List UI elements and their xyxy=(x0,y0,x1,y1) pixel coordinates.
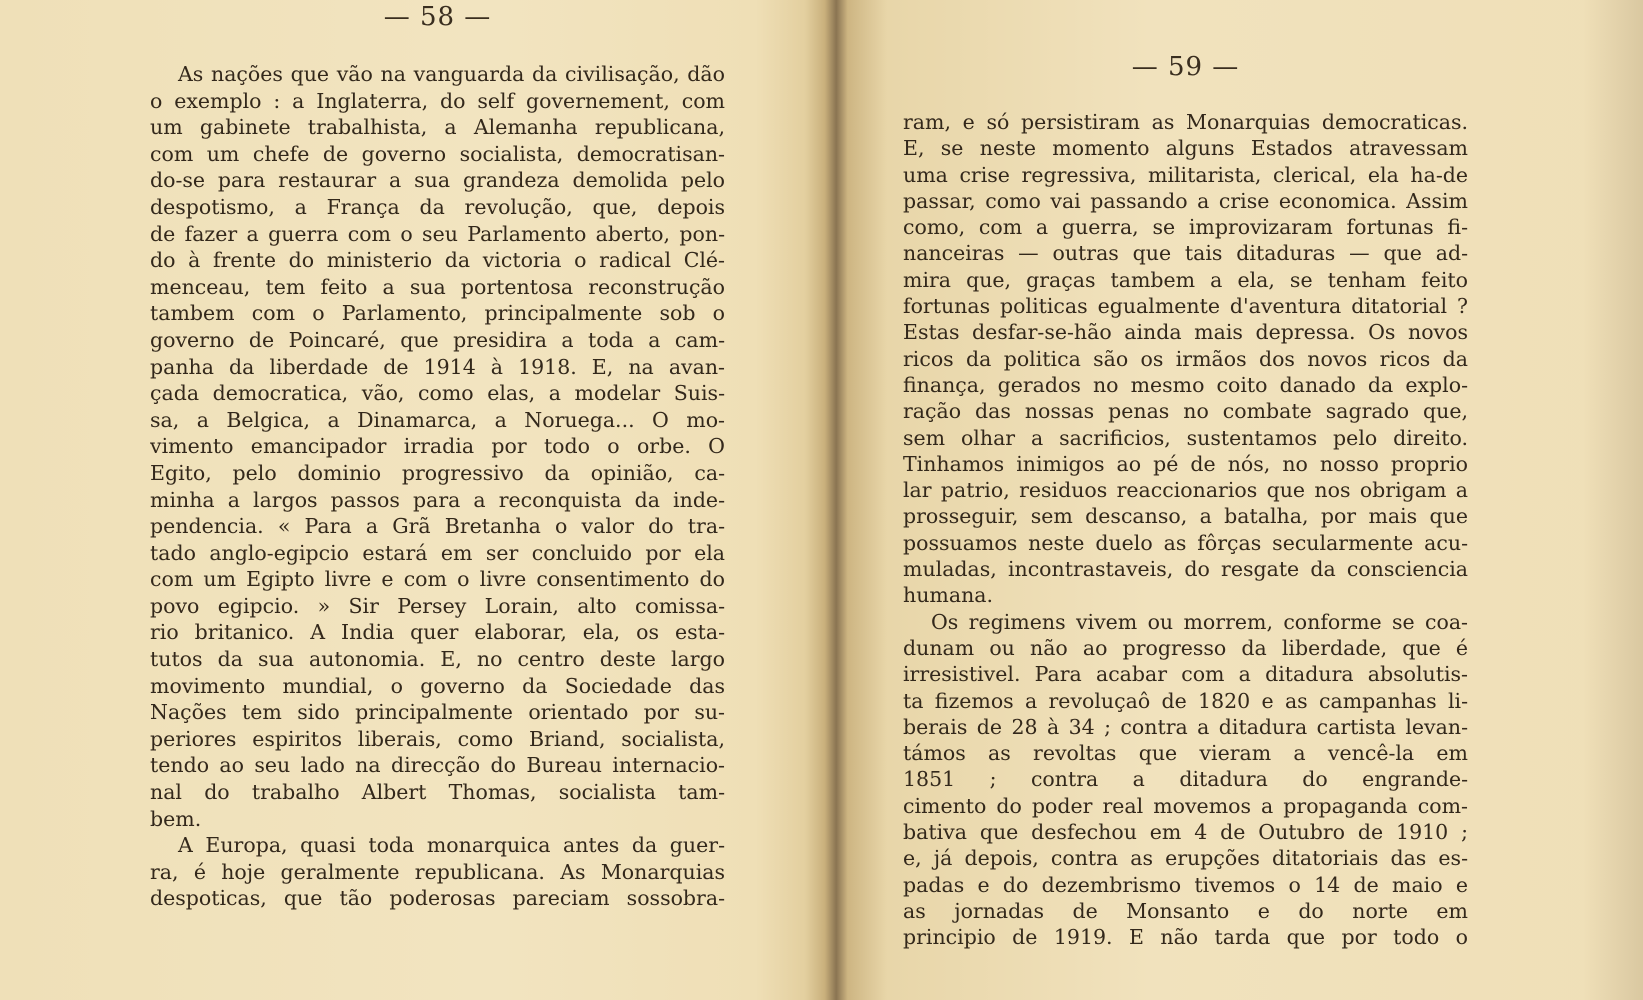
text-line: despoticas, que tão poderosas pareciam sossobra- xyxy=(150,886,725,911)
page-number-59: — 59 — xyxy=(1131,52,1240,82)
text-line: E, se neste momento alguns Estados atravessam xyxy=(903,136,1468,161)
text-line: do-se para restaurar a sua grandeza demolida pelo xyxy=(150,168,725,193)
text-line: sa, a Belgica, a Dinamarca, a Noruega... O mo- xyxy=(150,407,725,432)
text-line: berais de 28 à 34 ; contra a ditadura cartista levan- xyxy=(903,714,1468,739)
text-line: uma crise regressiva, militarista, clerical, ela ha-de xyxy=(903,162,1468,187)
text-line: governo de Poincaré, que presidira a toda a cam- xyxy=(150,327,725,352)
text-line: As nações que vão na vanguarda da civilisação, dão xyxy=(178,62,725,86)
text-line: minha a largos passos para a reconquista da inde- xyxy=(150,487,725,512)
text-line: lar patrio, residuos reaccionarios que nos obrigam a xyxy=(903,478,1468,503)
text-line: povo egipcio. » Sir Persey Lorain, alto comissa- xyxy=(150,593,725,618)
text-line: e, já depois, contra as erupções ditatoriais das es- xyxy=(903,846,1468,871)
left-page xyxy=(150,0,725,1000)
right-page-text xyxy=(903,109,1468,951)
text-line: Estas desfar-se-hão ainda mais depressa. Os novos xyxy=(903,320,1468,345)
text-line: A Europa, quasi toda monarquica antes da guer- xyxy=(178,833,725,858)
text-line: passar, como vai passando a crise economica. Assim xyxy=(903,188,1468,213)
text-line: tendo ao seu lado na direcção do Bureau internacio- xyxy=(150,753,725,778)
text-line: Tinhamos inimigos ao pé de nós, no nosso proprio xyxy=(903,451,1468,476)
text-line: Nações tem sido principalmente orientado por su- xyxy=(150,700,725,725)
text-line: vimento emancipador irradia por todo o orbe. O xyxy=(150,434,725,459)
text-line: humana. xyxy=(903,583,994,608)
text-line: o exemplo : a Inglaterra, do self governement, com xyxy=(150,88,725,113)
text-line: tambem com o Parlamento, principalmente sob o xyxy=(150,301,725,326)
text-line: Os regimens vivem ou morrem, conforme se coa- xyxy=(931,609,1468,634)
text-line: do à frente do ministerio da victoria o radical Clé- xyxy=(150,248,725,273)
text-line: 1851 ; contra a ditadura do engrande- xyxy=(903,767,1468,792)
text-line: ricos da politica são os irmãos dos novos ricos da xyxy=(903,346,1468,371)
text-line: com um Egipto livre e com o livre consentimento do xyxy=(150,567,725,592)
text-line: ra, é hoje geralmente republicana. As Monarquias xyxy=(150,859,725,884)
text-line: prosseguir, sem descanso, a batalha, por mais que xyxy=(903,504,1468,529)
text-line: bativa que desfechou em 4 de Outubro de 1910 ; xyxy=(903,820,1468,845)
text-line: muladas, incontrastaveis, do resgate da consciencia xyxy=(903,557,1468,582)
text-line: mira que, graças tambem a ela, se tenham feito xyxy=(903,267,1468,292)
text-line: Egito, pelo dominio progressivo da opinião, ca- xyxy=(150,460,725,485)
text-line: principio de 1919. E não tarda que por todo o xyxy=(903,925,1468,950)
text-line: pendencia. « Para a Grã Bretanha o valor do tra- xyxy=(150,514,725,539)
page-number-58: — 58 — xyxy=(383,2,492,32)
text-line: dunam ou não ao progresso da liberdade, que é xyxy=(903,635,1468,660)
text-line: irresistivel. Para acabar com a ditadura absolutis- xyxy=(903,662,1468,687)
text-line: bem. xyxy=(150,806,202,831)
right-page xyxy=(903,0,1468,1000)
text-line: com um chefe de governo socialista, democratisan- xyxy=(150,141,725,166)
text-line: fortunas politicas egualmente d'aventura ditatorial ? xyxy=(903,294,1468,319)
text-line: as jornadas de Monsanto e do norte em xyxy=(903,898,1468,923)
text-line: ração das nossas penas no combate sagrado que, xyxy=(903,399,1468,424)
text-line: finança, gerados no mesmo coito danado da explo- xyxy=(903,372,1468,397)
text-line: rio britanico. A India quer elaborar, ela, os esta- xyxy=(150,620,725,645)
text-line: támos as revoltas que vieram a vencê-la em xyxy=(903,741,1468,766)
text-line: sem olhar a sacrificios, sustentamos pelo direito. xyxy=(903,425,1468,450)
text-line: como, com a guerra, se improvizaram fortunas fi- xyxy=(903,215,1468,240)
text-line: ram, e só persistiram as Monarquias democraticas. xyxy=(903,110,1468,134)
text-line: cimento do poder real movemos a propaganda com- xyxy=(903,793,1468,818)
text-line: çada democratica, vão, como elas, a modelar Suis- xyxy=(150,381,725,406)
text-line: tado anglo-egipcio estará em ser concluido por ela xyxy=(150,540,725,565)
text-line: periores espiritos liberais, como Briand, socialista, xyxy=(150,726,725,751)
left-page-text xyxy=(150,61,725,912)
text-line: ta fizemos a revoluçaô de 1820 e as campanhas li- xyxy=(903,688,1468,713)
text-line: possuamos neste duelo as fôrças secularmente acu- xyxy=(903,530,1468,555)
text-line: padas e do dezembrismo tivemos o 14 de maio e xyxy=(903,872,1468,897)
text-line: despotismo, a França da revolução, que, depois xyxy=(150,194,725,219)
text-line: panha da liberdade de 1914 à 1918. E, na avan- xyxy=(150,354,725,379)
text-line: de fazer a guerra com o seu Parlamento aberto, pon- xyxy=(150,221,725,246)
text-line: menceau, tem feito a sua portentosa reconstrução xyxy=(150,274,725,299)
text-line: nal do trabalho Albert Thomas, socialista tam- xyxy=(150,780,725,805)
text-line: um gabinete trabalhista, a Alemanha republicana, xyxy=(150,115,725,140)
text-line: tutos da sua autonomia. E, no centro deste largo xyxy=(150,647,725,672)
text-line: movimento mundial, o governo da Sociedade das xyxy=(150,673,725,698)
text-line: nanceiras — outras que tais ditaduras — que ad- xyxy=(903,241,1468,266)
